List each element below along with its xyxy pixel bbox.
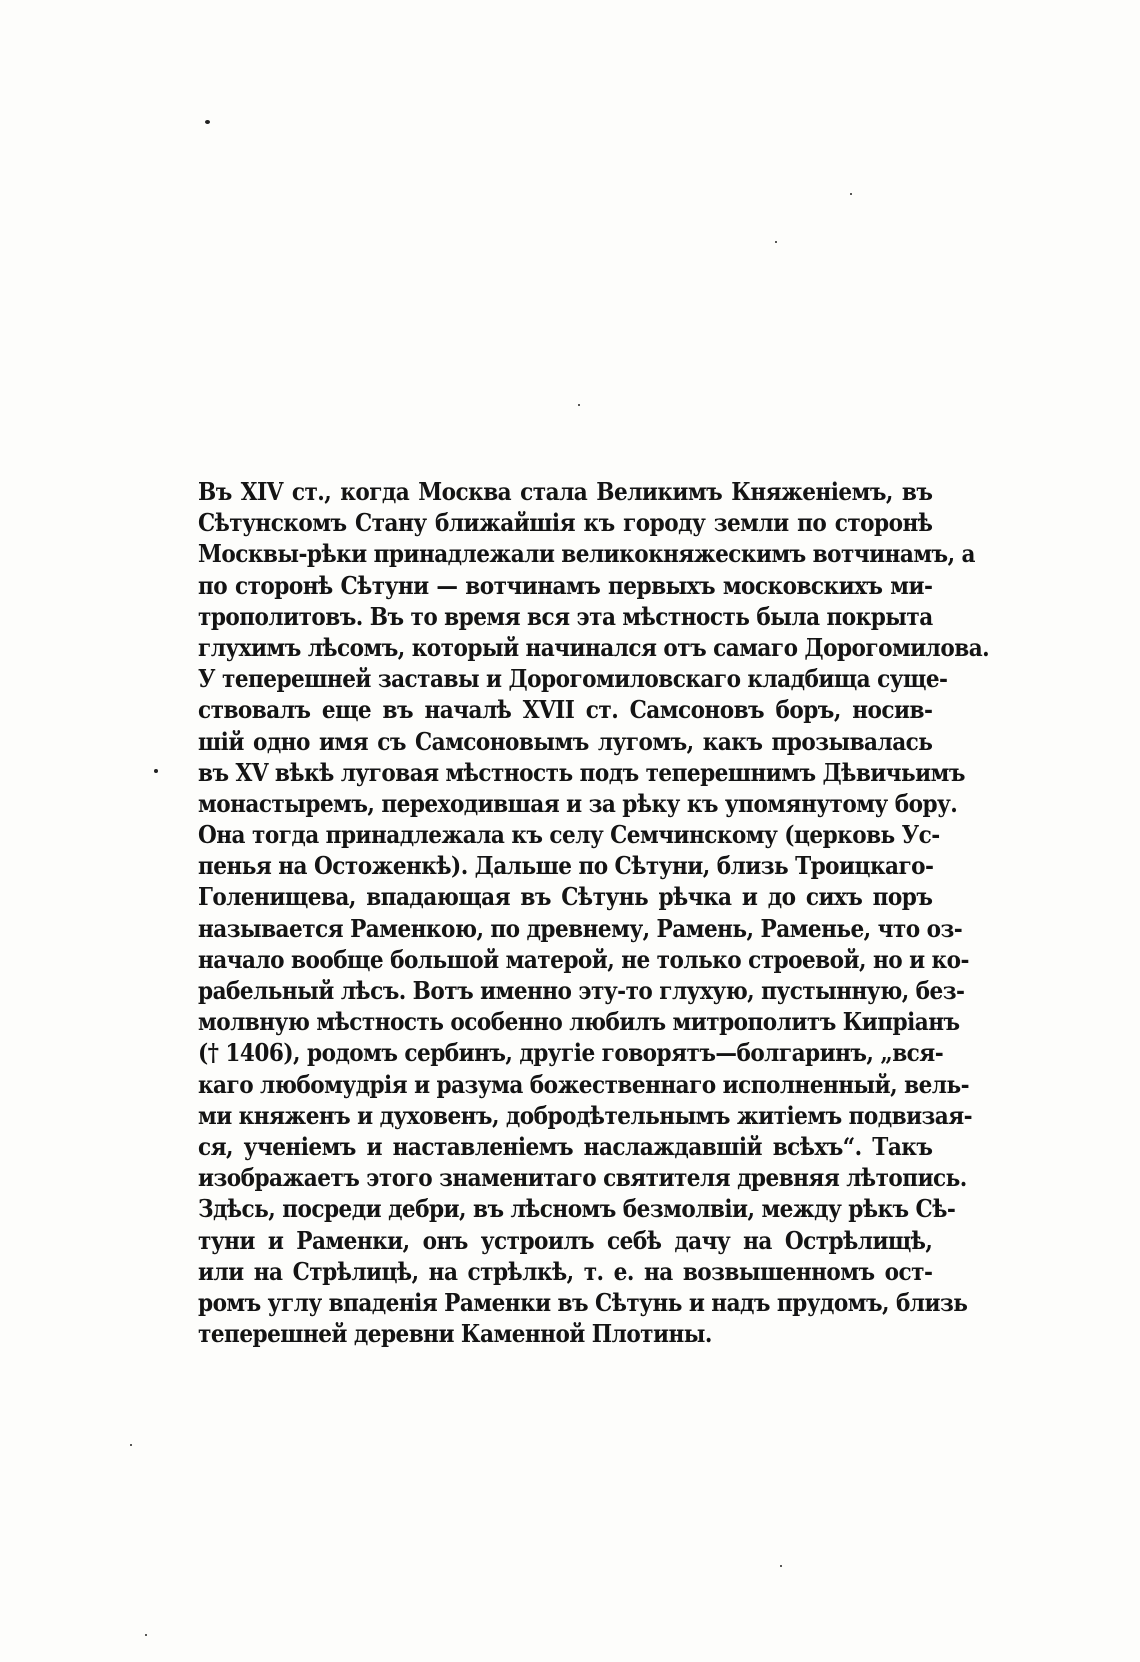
ink-speck (145, 1634, 147, 1636)
ink-speck (775, 241, 777, 243)
text-line: Она тогда принадлежала къ селу Семчинскому (церковь Ус- (198, 820, 940, 850)
text-line: въ XV вѣкѣ луговая мѣстность подъ теперешнимъ Дѣвичьимъ (198, 757, 965, 787)
text-line: изображаетъ этого знаменитаго святителя древняя лѣтопись. (198, 1163, 967, 1193)
body-text (198, 476, 990, 1349)
text-line: рабельный лѣсъ. Вотъ именно эту-то глухую, пустынную, без- (198, 976, 965, 1005)
text-line: или на Стрѣлицѣ, на стрѣлкѣ, т. е. на возвышенномъ ост- (198, 1256, 933, 1286)
text-line: теперешней деревни Каменной Плотины. (198, 1319, 712, 1349)
text-line: Здѣсь, посреди дебри, въ лѣсномъ безмолвіи, между рѣкъ Сѣ- (198, 1194, 956, 1224)
text-line: молвную мѣстность особенно любилъ митрополитъ Кипріанъ (198, 1007, 960, 1037)
text-line: каго любомудрія и разума божественнаго исполненный, вель- (198, 1069, 970, 1099)
text-line: ствовалъ еще въ началѣ XVII ст. Самсоновъ боръ, носив- (198, 695, 933, 725)
text-line: по сторонѣ Сѣтуни — вотчинамъ первыхъ московскихъ ми- (198, 570, 933, 600)
text-line: У теперешней заставы и Дорогомиловскаго кладбища суще- (198, 664, 948, 694)
ink-speck (130, 1444, 132, 1446)
text-line: туни и Раменки, онъ устроилъ себѣ дачу на Острѣлищѣ, (198, 1225, 933, 1255)
text-line: монастыремъ, переходившая и за рѣку къ упомянутому бору. (198, 788, 958, 818)
text-line: Въ XIV ст., когда Москва стала Великимъ Княженіемъ, въ (198, 477, 933, 506)
text-line: называется Раменкою, по древнему, Рамень, Раменье, что оз- (198, 913, 963, 943)
ink-speck (850, 193, 852, 195)
text-line: ми княженъ и духовенъ, добродѣтельнымъ житіемъ подвизая- (198, 1100, 973, 1130)
text-line: Голенищева, впадающая въ Сѣтунь рѣчка и до сихъ поръ (198, 882, 933, 912)
text-line: ся, ученіемъ и наставленіемъ наслаждавшій всѣхъ“. Такъ (198, 1131, 933, 1161)
ink-speck (780, 1565, 782, 1567)
text-line: начало вообще большой матерой, не только строевой, но и ко- (198, 944, 969, 974)
ink-speck (154, 769, 158, 773)
text-line: ромъ углу впаденія Раменки въ Сѣтунь и надъ прудомъ, близь (198, 1287, 968, 1317)
text-line: глухимъ лѣсомъ, который начинался отъ самаго Дорогомилова. (198, 632, 990, 662)
ink-speck (205, 120, 210, 124)
text-line: Сѣтунскомъ Стану ближайшія къ городу земли по сторонѣ (198, 508, 933, 538)
text-line: пенья на Остоженкѣ). Дальше по Сѣтуни, близь Троицкаго- (198, 851, 934, 881)
text-line: († 1406), родомъ сербинъ, другіе говорятъ—болгаринъ, „вся- (198, 1038, 944, 1068)
ink-speck (578, 404, 580, 406)
text-line: Москвы-рѣки принадлежали великокняжескимъ вотчинамъ, а (198, 539, 976, 569)
text-line: шій одно имя съ Самсоновымъ лугомъ, какъ прозывалась (198, 726, 933, 756)
text-line: трополитовъ. Въ то время вся эта мѣстность была покрыта (198, 601, 933, 631)
